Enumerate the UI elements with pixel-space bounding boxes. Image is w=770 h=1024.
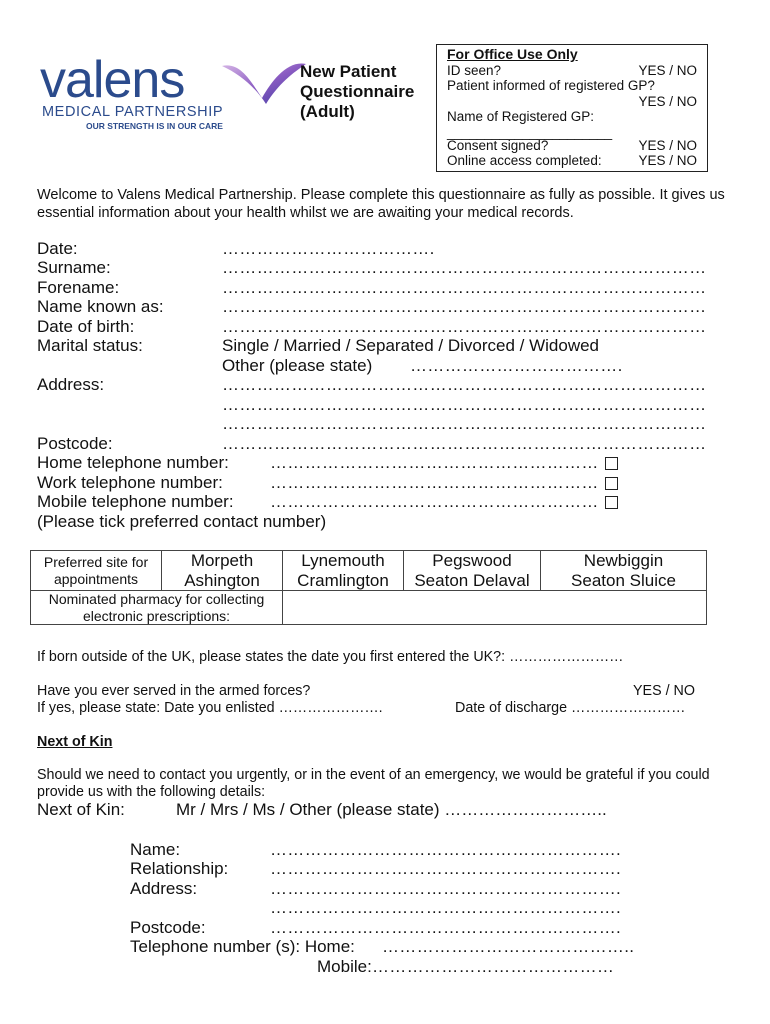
marital-label: Marital status: <box>37 336 143 355</box>
next-of-kin-title[interactable]: Mr / Mrs / Ms / Other (please state) ……………………….. <box>176 800 607 819</box>
online-access-yes-no[interactable]: YES / NO <box>638 153 697 168</box>
nok-telephone-label: Telephone number (s): Home: <box>130 937 355 956</box>
heart-icon <box>220 58 310 106</box>
title-line-3: (Adult) <box>300 102 355 121</box>
surname-field[interactable]: ………………………………………………………………………… <box>222 258 707 277</box>
home-tel-checkbox[interactable] <box>605 457 618 470</box>
work-tel-label: Work telephone number: <box>37 473 223 492</box>
site-cramlington[interactable]: Cramlington <box>297 570 389 590</box>
nok-address-line-1[interactable]: ……………………………………………………. <box>270 879 622 898</box>
mobile-tel-dots: ………………………………………………… <box>270 492 599 511</box>
next-of-kin-heading: Next of Kin <box>37 734 113 750</box>
site-cell-1[interactable] <box>162 551 283 591</box>
site-ashington[interactable]: Ashington <box>184 570 260 590</box>
enlisted-date[interactable]: If yes, please state: Date you enlisted …………………. <box>37 700 383 716</box>
nok-home-tel-field[interactable]: …………………………………….. <box>382 937 635 956</box>
date-field[interactable]: ………………………………. <box>222 239 435 258</box>
forename-field[interactable]: ………………………………………………………………………… <box>222 278 707 297</box>
dob-label: Date of birth: <box>37 317 135 336</box>
gp-informed-yes-no[interactable]: YES / NO <box>638 93 697 109</box>
site-seaton-delaval[interactable]: Seaton Delaval <box>414 570 530 590</box>
home-tel-dots: ………………………………………………… <box>270 453 599 472</box>
preferred-site-label: Preferred site for appointments <box>31 551 162 591</box>
form-title <box>300 62 430 122</box>
tick-note: (Please tick preferred contact number) <box>37 512 327 531</box>
gp-informed-label: Patient informed of registered GP? <box>447 78 655 93</box>
site-seaton-sluice[interactable]: Seaton Sluice <box>571 570 676 590</box>
armed-forces-question: Have you ever served in the armed forces? <box>37 683 311 699</box>
nok-relationship-label: Relationship: <box>130 859 229 878</box>
work-tel-field[interactable] <box>270 473 618 493</box>
mobile-tel-checkbox[interactable] <box>605 496 618 509</box>
site-cell-3[interactable] <box>404 551 541 591</box>
logo-wordmark: valens <box>40 51 185 109</box>
postcode-field[interactable]: ………………………………………………………………………… <box>222 434 707 453</box>
nok-mobile-label: Mobile: <box>317 957 372 976</box>
gp-name-line[interactable]: ______________________ <box>447 124 613 140</box>
id-seen-label: ID seen? <box>447 62 502 78</box>
mobile-tel-field[interactable] <box>270 492 618 512</box>
address-label: Address: <box>37 375 105 394</box>
gp-name-label: Name of Registered GP: <box>447 109 595 124</box>
marital-options[interactable]: Single / Married / Separated / Divorced / Widowed <box>222 336 600 355</box>
nok-postcode-field[interactable]: ……………………………………………………. <box>270 918 622 937</box>
nok-address-line-2[interactable]: ……………………………………………………. <box>270 898 622 917</box>
known-as-label: Name known as: <box>37 297 164 316</box>
surname-label: Surname: <box>37 258 111 277</box>
home-tel-label: Home telephone number: <box>37 453 229 472</box>
mobile-tel-label: Mobile telephone number: <box>37 492 234 511</box>
valens-logo <box>38 52 278 132</box>
id-seen-yes-no[interactable]: YES / NO <box>638 62 697 78</box>
site-lynemouth[interactable]: Lynemouth <box>301 551 385 570</box>
sites-table <box>30 550 707 625</box>
intro-text: Welcome to Valens Medical Partnership. Please complete this questionnaire as fully as possible. It gives us essential information about your health whilst we are awaiting your medical records. <box>37 187 725 221</box>
pharmacy-field[interactable] <box>283 591 707 625</box>
site-newbiggin[interactable]: Newbiggin <box>583 551 664 570</box>
known-as-field[interactable]: ………………………………………………………………………… <box>222 297 707 316</box>
nok-mobile-field[interactable]: …………………………………… <box>372 957 615 976</box>
uk-entry-question[interactable]: If born outside of the UK, please states the date you first entered the UK?: …………………… <box>37 649 624 665</box>
nok-address-label: Address: <box>130 879 198 898</box>
logo-partnership: MEDICAL PARTNERSHIP <box>42 104 224 120</box>
armed-forces-yes-no[interactable]: YES / NO <box>633 683 695 699</box>
nok-postcode-label: Postcode: <box>130 918 206 937</box>
title-line-2: Questionnaire <box>300 82 415 101</box>
address-line-3[interactable]: ………………………………………………………………………… <box>222 414 707 433</box>
consent-yes-no[interactable]: YES / NO <box>638 137 697 153</box>
site-pegswood[interactable]: Pegswood <box>432 551 512 570</box>
nok-relationship-field[interactable]: ……………………………………………………. <box>270 859 622 878</box>
consent-label: Consent signed? <box>447 137 549 153</box>
dob-field[interactable]: ………………………………………………………………………… <box>222 317 707 336</box>
office-heading: For Office Use Only <box>447 46 578 62</box>
site-cell-4[interactable] <box>541 551 707 591</box>
nok-name-field[interactable]: ……………………………………………………. <box>270 840 622 859</box>
title-line-1: New Patient <box>300 62 397 81</box>
logo-tagline: OUR STRENGTH IS IN OUR CARE <box>86 121 223 131</box>
work-tel-checkbox[interactable] <box>605 477 618 490</box>
address-line-2[interactable]: ………………………………………………………………………… <box>222 395 707 414</box>
online-access-label: Online access completed: <box>447 153 602 168</box>
date-label: Date: <box>37 239 78 258</box>
marital-other-field[interactable]: ………………………………. <box>410 356 623 375</box>
discharge-date[interactable]: Date of discharge …………………… <box>455 700 686 716</box>
office-use-box <box>436 44 708 172</box>
next-of-kin-intro: Should we need to contact you urgently, or in the event of an emergency, we would be grateful if you could provide us with the following details: <box>37 767 710 800</box>
address-line-1[interactable]: ………………………………………………………………………… <box>222 375 707 394</box>
home-tel-field[interactable] <box>270 453 618 473</box>
postcode-label: Postcode: <box>37 434 113 453</box>
forename-label: Forename: <box>37 278 120 297</box>
pharmacy-label: Nominated pharmacy for collecting electronic prescriptions: <box>31 591 283 625</box>
work-tel-dots: ………………………………………………… <box>270 473 599 492</box>
site-cell-2[interactable] <box>283 551 404 591</box>
next-of-kin-label: Next of Kin: <box>37 800 125 819</box>
nok-name-label: Name: <box>130 840 181 859</box>
marital-other-label: Other (please state) <box>222 356 373 375</box>
site-morpeth[interactable]: Morpeth <box>190 551 254 570</box>
